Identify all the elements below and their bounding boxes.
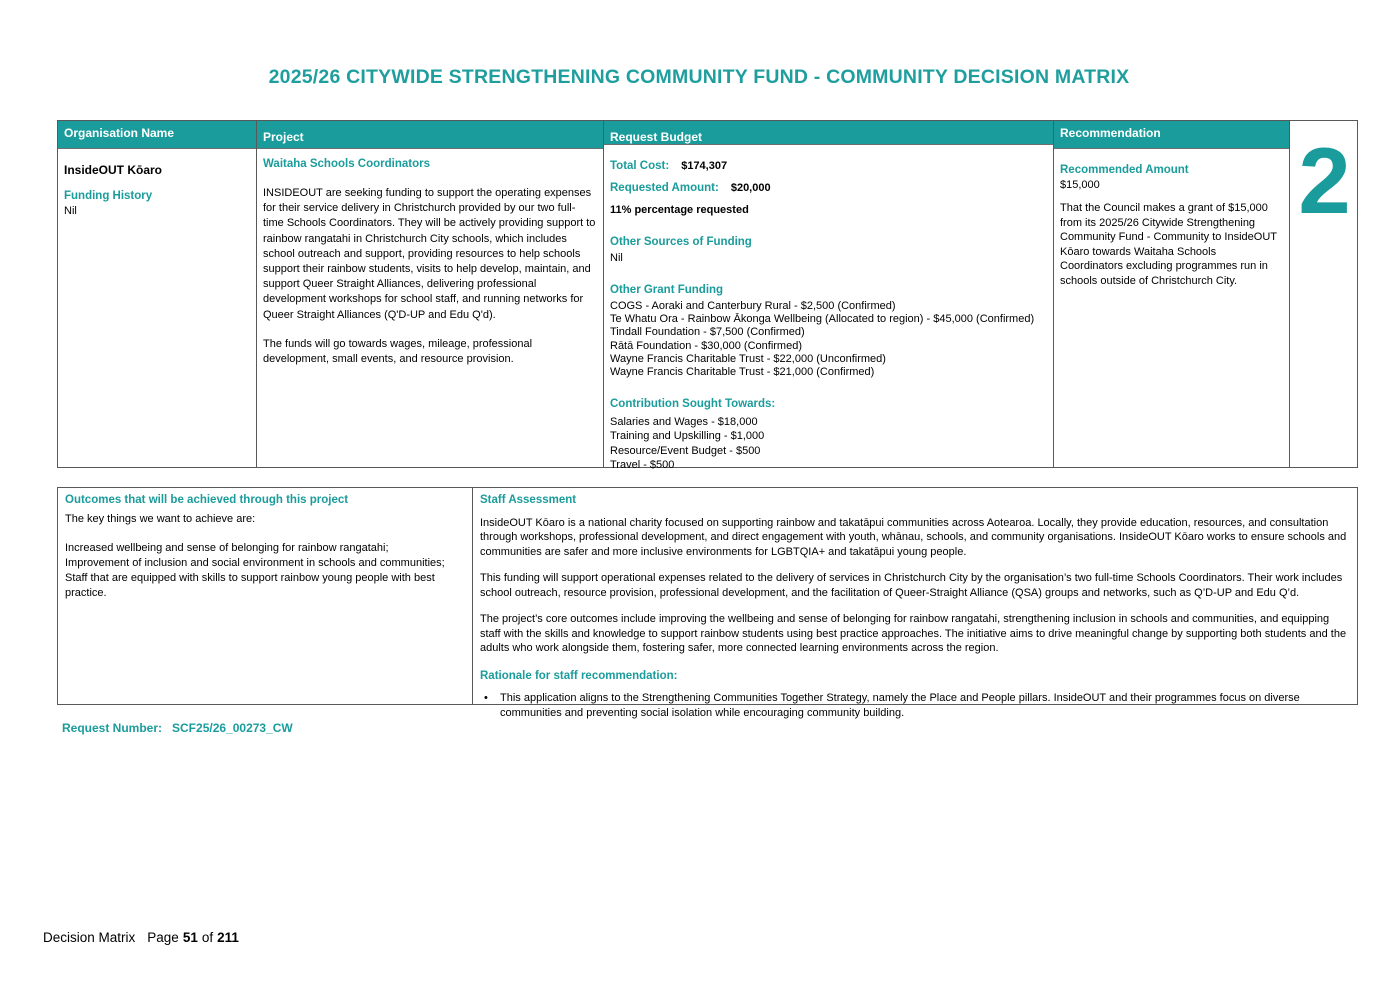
grant-line: Wayne Francis Charitable Trust - $21,000 (Confirmed) — [610, 366, 875, 379]
total-cost-label: Total Cost: — [610, 160, 670, 172]
request-number-value: SCF25/26_00273_CW — [172, 721, 293, 735]
other-sources-label: Other Sources of Funding — [610, 236, 752, 248]
column-header-recommendation: Recommendation — [1054, 121, 1289, 149]
column-organisation — [58, 121, 257, 467]
priority-rank-cell — [1290, 121, 1357, 467]
column-request-budget — [604, 121, 1054, 471]
recommendation-cell — [1054, 149, 1289, 467]
project-description-para1: INSIDEOUT are seeking funding to support the operating expenses for their service delivery in Christchurch provided by our two full-time Schools Coordinators. They will be actively providing support to rainbow rangatahi in Christchurch City schools, which includes school outreach and support, providing resources to help schools support their rainbow students, visits to help develop, maintain, and support Queer Straight Alliances, delivering professional development workshops for school staff, and running networks for Queer Straight Alliances (Q'D-UP and Edu Q'd). — [263, 187, 596, 321]
contribution-line: Training and Upskilling - $1,000 — [610, 430, 765, 443]
other-sources-value: Nil — [610, 252, 623, 264]
rationale-bullet-text: This application aligns to the Strengthening Communities Together Strategy, namely the Place and People pillars. InsideOUT and their programmes focus on diverse communities and preventing social isolation while encouraging community building. — [500, 692, 1300, 719]
staff-assessment-cell — [473, 488, 1357, 719]
outcome-item: Improvement of inclusion and social environment in schools and communities; — [65, 557, 445, 569]
contribution-line: Resource/Event Budget - $500 — [610, 444, 761, 457]
column-header-project: Project — [257, 121, 603, 149]
project-description-para2: The funds will go towards wages, mileage, professional development, small events, and resource provision. — [263, 337, 533, 366]
outcome-item: Increased wellbeing and sense of belonging for rainbow rangatahi; — [65, 542, 389, 554]
contribution-line: Salaries and Wages - $18,000 — [610, 416, 758, 429]
staff-assessment-paragraph: The project’s core outcomes include improving the wellbeing and sense of belonging for rainbow rangatahi, strengthening inclusion in schools and communities, and equipping staff with the skills and knowledge to support rainbow students using best practice approaches. The initiative aims to drive meaningful change by supporting both students and the adults who work alongside them, fostering safer, more connected learning environments across the region. — [480, 613, 1347, 654]
grant-line: Te Whatu Ora - Rainbow Ākonga Wellbeing (Allocated to region) - $45,000 (Confirmed) — [610, 313, 1035, 326]
staff-assessment-paragraph: InsideOUT Kōaro is a national charity focused on supporting rainbow and takatāpui communities across Aotearoa. Locally, they provide education, resources, and consultation through workshops, professional development, and direct engagement with youth, whānau, schools, and community organisations. InsideOUT Kōaro works to ensure schools and communities are safer and more inclusive environments for LGBTQIA+ and takatāpui young people. — [480, 516, 1347, 558]
decision-matrix-table — [57, 120, 1358, 471]
funding-history-value: Nil — [64, 205, 77, 217]
contribution-sought-label: Contribution Sought Towards: — [610, 398, 776, 411]
column-header-organisation: Organisation Name — [58, 121, 256, 149]
outcomes-cell — [58, 488, 473, 704]
total-cost-value: $174,307 — [681, 160, 728, 172]
column-project — [257, 121, 604, 467]
grant-line: Rātā Foundation - $30,000 (Confirmed) — [610, 339, 802, 352]
grant-line: Tindall Foundation - $7,500 (Confirmed) — [610, 326, 805, 339]
outcomes-list — [65, 541, 463, 601]
requested-amount-value: $20,000 — [730, 182, 771, 194]
bullet-icon — [480, 691, 500, 720]
organisation-name: InsideOUT Kōaro — [64, 163, 163, 177]
grant-line: Wayne Francis Charitable Trust - $22,000 (Unconfirmed) — [610, 352, 886, 365]
project-cell — [257, 149, 603, 467]
footer-document-name: Decision Matrix — [43, 930, 136, 945]
organisation-cell — [58, 149, 256, 467]
page-footer — [43, 930, 239, 945]
other-grant-funding-list — [610, 300, 1046, 379]
column-recommendation — [1054, 121, 1290, 467]
recommended-amount-value: $15,000 — [1060, 179, 1100, 191]
grant-line: COGS - Aoraki and Canterbury Rural - $2,500 (Confirmed) — [610, 300, 896, 312]
footer-page-number: 51 — [182, 930, 198, 945]
requested-amount-label: Requested Amount: — [610, 182, 719, 194]
total-cost-row — [610, 159, 1046, 173]
percentage-requested: 11% percentage requested — [610, 204, 749, 216]
footer-total-pages: 211 — [217, 930, 239, 945]
outcomes-intro: The key things we want to achieve are: — [65, 512, 256, 525]
requested-amount-row — [610, 181, 1046, 195]
assessment-table — [57, 487, 1358, 719]
footer-page-label: Page — [147, 930, 179, 945]
funding-history-label: Funding History — [64, 190, 153, 202]
recommendation-text: That the Council makes a grant of $15,000 from its 2025/26 Citywide Strengthening Community Fund - Community to InsideOUT Kōaro towards Waitaha Schools Coordinators excluding programmes run in schools outside of Christchurch City. — [1060, 202, 1277, 287]
contribution-line: Travel - $500 — [610, 458, 675, 471]
staff-assessment-heading: Staff Assessment — [480, 494, 577, 506]
footer-of-label: of — [201, 930, 214, 945]
page-title: 2025/26 CITYWIDE STRENGTHENING COMMUNITY FUND - COMMUNITY DECISION MATRIX — [268, 66, 1130, 88]
contribution-sought-list — [610, 415, 1046, 472]
priority-rank: 2 — [1298, 128, 1349, 233]
rationale-bullet — [480, 691, 1348, 720]
recommended-amount-label: Recommended Amount — [1060, 164, 1189, 176]
project-title: Waitaha Schools Coordinators — [263, 158, 430, 170]
rationale-heading: Rationale for staff recommendation: — [480, 669, 678, 682]
other-grant-funding-label: Other Grant Funding — [610, 284, 724, 296]
column-header-request-budget: Request Budget — [604, 121, 1053, 145]
request-number — [62, 721, 293, 735]
outcomes-heading: Outcomes that will be achieved through this project — [65, 494, 349, 506]
outcome-item: Staff that are equipped with skills to support rainbow young people with best practice. — [65, 572, 435, 599]
staff-assessment-paragraph: This funding will support operational expenses related to the delivery of services in Christchurch City by the organisation’s two full-time Schools Coordinators. Their work includes school outreach, resource provision, professional development, and the facilitation of Queer-Straight Alliance (QSA) groups and networks, such as Q’D-UP and Edu Q’d. — [480, 572, 1343, 599]
request-number-label: Request Number: — [62, 721, 163, 735]
request-budget-cell — [604, 145, 1053, 478]
